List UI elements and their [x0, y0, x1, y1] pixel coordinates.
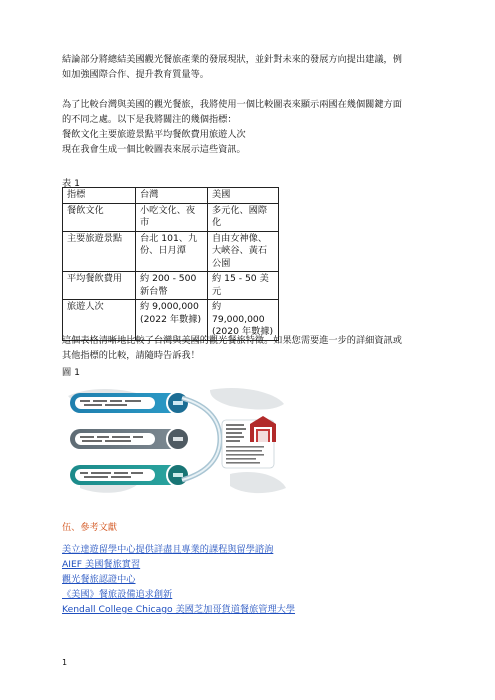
band-row-3	[70, 464, 189, 486]
table-caption: 表 1	[62, 178, 80, 189]
cell-line: 旅遊人次	[67, 301, 104, 312]
cell-line: 自由女神像、	[212, 232, 268, 244]
reference-link[interactable]: 美立達遊留學中心提供詳盡且專業的課程與留學諮詢	[62, 544, 274, 555]
cell-line: 主要旅遊景點	[67, 232, 123, 244]
cell-line: 市	[140, 217, 150, 228]
text-line: 為了比較台灣與美國的觀光餐旅，我將使用一個比較圖表來顯示兩國在幾個關鍵方面	[62, 99, 402, 110]
figure-caption: 圖 1	[62, 367, 80, 378]
table-header-cell: 指標	[63, 188, 136, 204]
cell-line: 化	[212, 217, 222, 228]
table-row	[63, 203, 279, 231]
table-cell	[136, 203, 208, 231]
reference-link[interactable]: 《美國》餐旅設備追求創新	[62, 589, 173, 600]
table-cell	[63, 231, 136, 272]
table-cell	[63, 203, 136, 231]
text-line: 這個表格清晰地比較了台灣與美國的觀光餐旅特徵。如果您需要進一步的詳細資訊或	[62, 335, 402, 346]
text-line: 餐飲文化主要旅遊景點平均餐飲費用旅遊人次	[62, 129, 246, 140]
table-header-row	[63, 188, 279, 204]
cell-line: 約 9,000,000	[140, 301, 199, 312]
cell-line: 餐飲文化	[67, 204, 104, 216]
figure-infographic	[60, 382, 290, 500]
text-line: 的不同之處。以下是我將關注的幾個指標：	[62, 114, 237, 125]
page-number: 1	[62, 658, 68, 667]
table-cell	[136, 272, 208, 300]
cell-line: 小吃文化、夜	[140, 204, 196, 216]
reference-item	[62, 542, 295, 557]
reference-link[interactable]: Kendall College Chicago 美國芝加哥貨道餐旅管理大學	[62, 604, 296, 615]
text-line: 其他指標的比較，請隨時告訴我！	[62, 350, 200, 361]
reference-item	[62, 557, 295, 572]
table-row	[63, 231, 279, 272]
table-header-cell: 美國	[208, 188, 279, 204]
cell-line: 平均餐飲費用	[67, 273, 123, 284]
band-row-1	[70, 392, 189, 414]
cell-line: 多元化、國際	[212, 204, 268, 216]
reference-item	[62, 572, 295, 587]
reference-item	[62, 602, 295, 617]
band-row-2	[70, 428, 189, 450]
reference-link[interactable]: AIEF 美國餐旅實習	[62, 559, 141, 570]
comparison-paragraph	[62, 97, 442, 157]
text-line: 現在我會生成一個比較圖表來展示這些資訊。	[62, 144, 246, 155]
text-line: 如加強國際合作、提升教育質量等。	[62, 69, 209, 80]
table-cell	[136, 231, 208, 272]
table-cell	[208, 231, 279, 272]
table-row	[63, 272, 279, 300]
cell-line: 公園	[212, 257, 231, 269]
cell-line: 約 200 - 500	[140, 273, 197, 284]
cell-line: 大峽谷、黃石	[212, 245, 268, 256]
cell-line: 新台幣	[140, 285, 168, 297]
intro-paragraph	[62, 52, 442, 82]
table-cell	[208, 272, 279, 300]
table-cell	[208, 203, 279, 231]
references-heading: 伍、參考文獻	[62, 522, 118, 533]
references-list	[62, 542, 295, 617]
cell-line: 約 79,000,000	[212, 301, 265, 325]
reference-item	[62, 587, 295, 602]
cell-line: 台北 101、九	[140, 232, 198, 244]
cell-line: 約 15 - 50 美	[212, 273, 269, 284]
summary-paragraph	[62, 333, 442, 363]
cell-line: 份、日月潭	[140, 245, 186, 256]
cell-line: 元	[212, 285, 222, 297]
cell-line: (2020 年數據)	[212, 326, 274, 337]
table-header-cell: 台灣	[136, 188, 208, 204]
cell-line: (2022 年數據)	[140, 313, 202, 325]
table-cell	[63, 272, 136, 300]
reference-link[interactable]: 觀光餐旅認證中心	[62, 574, 136, 585]
text-line: 結論部分將總結美國觀光餐旅產業的發展現狀，並針對未來的發展方向提出建議，例	[62, 54, 402, 65]
comparison-table	[62, 187, 279, 341]
